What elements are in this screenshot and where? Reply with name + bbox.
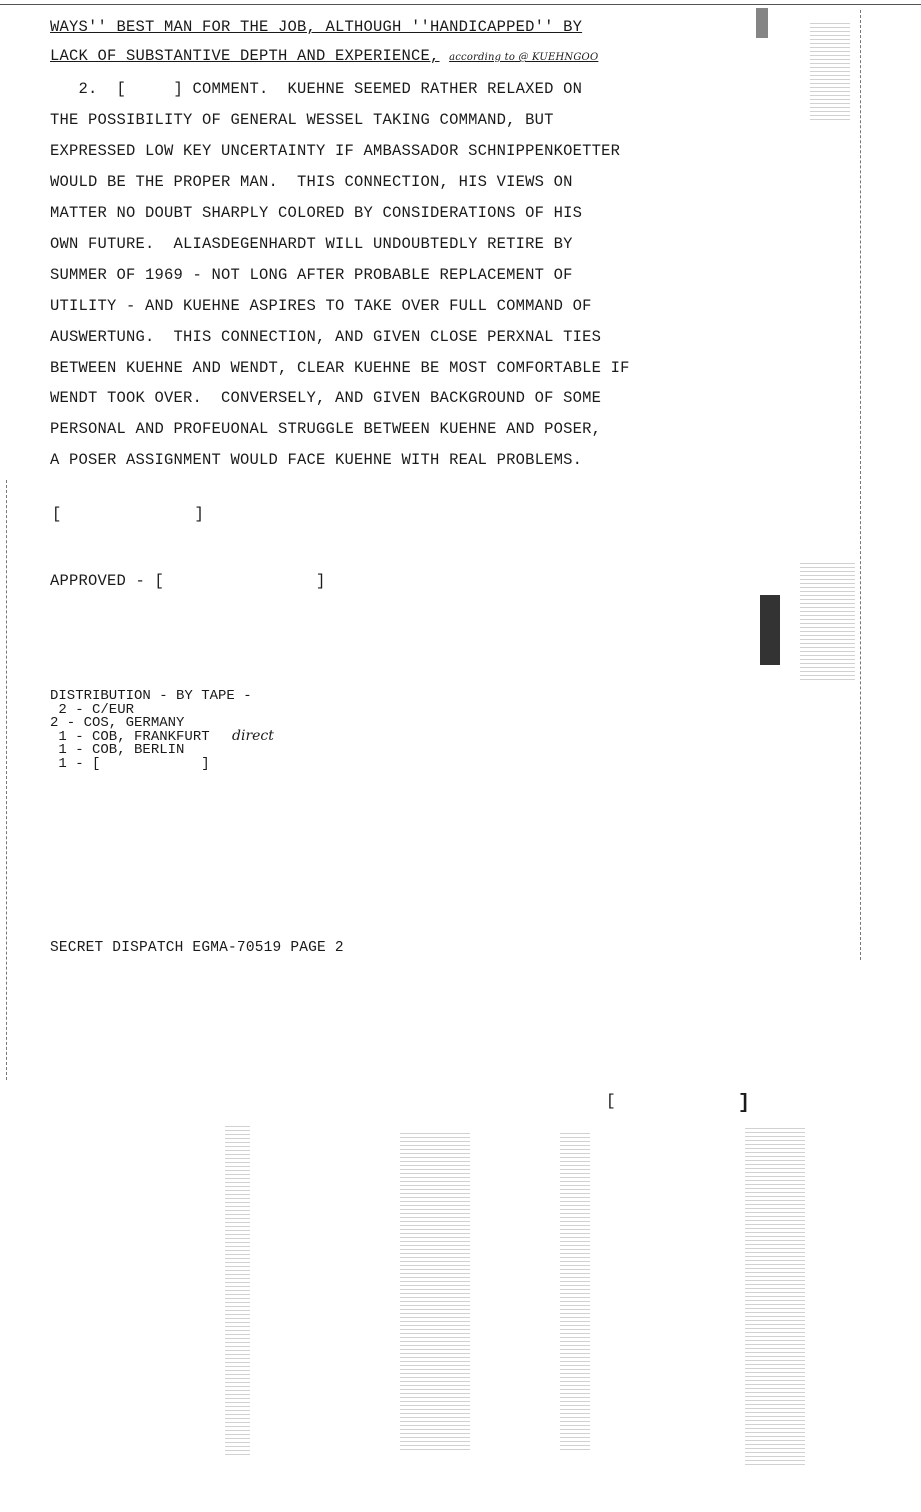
distribution-list (50, 690, 252, 771)
distribution-line: 2 - COS, GERMANY (50, 715, 185, 731)
scan-noise (800, 560, 855, 680)
distribution-line: 1 - [ ] (50, 755, 210, 772)
text-line: OWN FUTURE. ALIASDEGENHARDT WILL UNDOUBTEDLY RETIRE BY (50, 235, 573, 253)
distribution-line: 2 - C/EUR (50, 701, 135, 718)
text-line: UTILITY - AND KUEHNE ASPIRES TO TAKE OVER FULL COMMAND OF (50, 297, 592, 315)
text-line: AUSWERTUNG. THIS CONNECTION, AND GIVEN CLOSE PERXNAL TIES (50, 328, 602, 346)
text-line (50, 47, 598, 65)
text-line-segment: LACK OF SUBSTANTIVE DEPTH AND EXPERIENCE, (50, 47, 440, 65)
bottom-bracket-right: ] (738, 1092, 751, 1115)
text-line: MATTER NO DOUBT SHARPLY COLORED BY CONSIDERATIONS OF HIS (50, 204, 583, 222)
bottom-bracket-left: [ (606, 1092, 616, 1110)
text-line: WAYS'' BEST MAN FOR THE JOB, ALTHOUGH ''HANDICAPPED'' BY (50, 18, 583, 36)
scan-noise (225, 1125, 250, 1455)
distribution-line: DISTRIBUTION - BY TAPE - (50, 688, 252, 704)
approved-line: APPROVED - [ ] (50, 572, 326, 590)
scan-noise (400, 1130, 470, 1450)
text-line: THE POSSIBILITY OF GENERAL WESSEL TAKING COMMAND, BUT (50, 111, 554, 129)
text-line: EXPRESSED LOW KEY UNCERTAINTY IF AMBASSADOR SCHNIPPENKOETTER (50, 142, 621, 160)
scan-noise (745, 1125, 805, 1465)
distribution-line: 1 - COB, FRANKFURT (50, 728, 210, 745)
text-line: BETWEEN KUEHNE AND WENDT, CLEAR KUEHNE BE MOST COMFORTABLE IF (50, 359, 630, 377)
scan-artifact-block (756, 8, 768, 38)
scan-noise (810, 20, 850, 120)
text-line: WOULD BE THE PROPER MAN. THIS CONNECTION, HIS VIEWS ON (50, 173, 573, 191)
redaction-mark: [ ] (52, 505, 205, 523)
scan-edge-right (860, 10, 861, 960)
text-line: PERSONAL AND PROFEUONAL STRUGGLE BETWEEN KUEHNE AND POSER, (50, 420, 602, 438)
page-top-border (0, 4, 921, 5)
footer-dispatch: SECRET DISPATCH EGMA-70519 PAGE 2 (50, 940, 344, 956)
scan-edge-left (6, 480, 7, 1080)
text-line: SUMMER OF 1969 - NOT LONG AFTER PROBABLE REPLACEMENT OF (50, 266, 573, 284)
scan-artifact-block (760, 595, 780, 665)
distribution-line: 1 - COB, BERLIN (50, 742, 185, 758)
text-line: A POSER ASSIGNMENT WOULD FACE KUEHNE WITH REAL PROBLEMS. (50, 451, 583, 469)
handwritten-note: according to @ KUEHNGOO (449, 52, 599, 63)
text-line: WENDT TOOK OVER. CONVERSELY, AND GIVEN BACKGROUND OF SOME (50, 389, 602, 407)
handwritten-direct: direct (232, 728, 274, 744)
scan-noise (560, 1130, 590, 1450)
text-line: 2. [ ] COMMENT. KUEHNE SEEMED RATHER RELAXED ON (50, 80, 583, 98)
